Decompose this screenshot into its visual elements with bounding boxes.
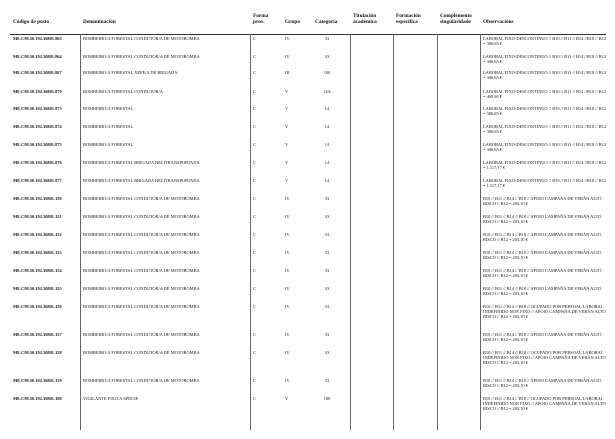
row-categoria: 33 <box>324 378 330 383</box>
row-categoria: 33 <box>324 332 330 337</box>
row-grupo: IV <box>285 196 290 201</box>
row-denominacion: BOMBEIRO/A FORESTAL BRIGADA HELITRANSPORTADA <box>83 160 200 165</box>
row-code: ME.C99.50.192.36801.156 <box>13 304 62 309</box>
row-forma: C <box>253 36 256 41</box>
row-denominacion: BOMBEIRO/A FORESTAL <box>83 142 134 147</box>
row-code: ME.C99.50.192.36801.154 <box>13 268 62 273</box>
row-grupo: V <box>285 396 289 401</box>
header-codigo: Código de posto <box>13 19 50 25</box>
row-code: ME.C99.50.192.36801.151 <box>13 214 62 219</box>
row-observacions: LABORAL FIXO-DESCONTINUO // B10 // B11 // B14 //B18 // B12 = 306,65 € <box>483 36 607 47</box>
row-forma: C <box>253 250 256 255</box>
column-divider <box>80 34 81 430</box>
row-categoria: 33 <box>324 232 330 237</box>
row-grupo: V <box>285 106 289 111</box>
row-denominacion: BOMBEIRO/A FORESTAL CONDUTOR/A DE MOTOBOMBA <box>83 250 200 255</box>
row-denominacion: BOMBEIRO/A FORESTAL CONDUTOR/A DE MOTOBOMBA <box>83 214 200 219</box>
row-observacions: B10 // B11 // B14 // B18 // APOIO CAMPAÑA DE VERÁN ALTO RISCO // B12 = 203,10 € <box>483 268 602 279</box>
row-denominacion: BOMBEIRO/A FORESTAL CONDUTOR/A DE MOTOBOMBA <box>83 332 200 337</box>
row-forma: C <box>253 196 256 201</box>
row-grupo: IV <box>285 378 290 383</box>
row-grupo: IV <box>285 268 290 273</box>
row-denominacion: BOMBEIRO/A FORESTAL CONDUTOR/A <box>83 89 163 94</box>
row-grupo: III <box>285 70 290 75</box>
row-observacions: B10 // B11 // B14 // B18 // APOIO CAMPAÑA DE VERÁN ALTO RISCO // B12 = 203,10 € <box>483 250 602 261</box>
row-code: ME.C99.50.192.36801.875 <box>13 142 62 147</box>
row-categoria: 33 <box>324 350 330 355</box>
row-grupo: V <box>285 124 289 129</box>
row-observacions: LABORAL FIXO-DESCONTINUO // B10 // B11 // B14 //B18 // B12 = 306,65 € <box>483 124 607 135</box>
row-forma: C <box>253 214 256 219</box>
row-code: ME.C99.50.192.36801.158 <box>13 350 62 355</box>
row-categoria: 33 <box>324 36 330 41</box>
row-observacions: LABORAL FIXO-DESCONTINUO // B10 // B11 // B14 //B18 // B12 = 306,65 € <box>483 142 607 153</box>
row-code: ME.C99.50.192.36801.873 <box>13 106 62 111</box>
row-forma: C <box>253 350 256 355</box>
row-observacions: LABORAL FIXO-DESCONTINUO // B10 // B11 // B14 //B18 // B12 = 1.117,17 € <box>483 160 607 171</box>
header-formacion: Formación específica <box>396 13 421 25</box>
row-grupo: IV <box>285 350 290 355</box>
row-forma: C <box>253 286 256 291</box>
column-divider <box>250 34 251 430</box>
row-forma: C <box>253 124 256 129</box>
row-observacions: LABORAL FIXO-DESCONTINUO // B10 // B11 // B14 //B18 // B12 = 306,65 € <box>483 54 607 65</box>
row-forma: C <box>253 396 256 401</box>
row-code: ME.C99.50.192.36801.153 <box>13 250 62 255</box>
row-denominacion: BOMBEIRO/A FORESTAL CONDUTOR/A DE MOTOBOMBA <box>83 232 200 237</box>
row-forma: C <box>253 178 256 183</box>
row-denominacion: BOMBEIRO/A FORESTAL CONDUTOR/A DE MOTOBOMBA <box>83 268 200 273</box>
row-observacions: B10 // B11 // B14 // B18 // OCUPADO POR PERSOAL LABORAL INDEFINIDO NON FIXO // APOIO CAMPAÑA DE VERÁN ALTO RISCO // B12 = 203,10 € <box>483 396 606 412</box>
row-forma: C <box>253 332 256 337</box>
row-categoria: 14 <box>324 124 330 129</box>
row-observacions: B10 // B11 // B14 // B18 // APOIO CAMPAÑA DE VERÁN ALTO RISCO // B12 = 203,10 € <box>483 378 602 389</box>
row-forma: C <box>253 142 256 147</box>
row-code: ME.C99.50.192.36801.159 <box>13 378 62 383</box>
table-header <box>0 12 615 34</box>
row-code: ME.C99.50.192.36801.864 <box>13 54 62 59</box>
row-forma: C <box>253 106 256 111</box>
header-forma: Forma prov. <box>253 13 269 25</box>
row-observacions: B10 // B11 // B14 // B18 // APOIO CAMPAÑA DE VERÁN ALTO RISCO // B12 = 203,10 € <box>483 286 602 297</box>
row-categoria: 14 <box>324 178 330 183</box>
row-categoria: 100 <box>323 70 331 75</box>
row-forma: C <box>253 378 256 383</box>
row-denominacion: BOMBEIRO/A FORESTAL XEFE/A DE BRIGADA <box>83 70 178 75</box>
row-grupo: IV <box>285 332 290 337</box>
column-divider <box>437 34 438 430</box>
row-observacions: LABORAL FIXO-DESCONTINUO // B10 // B11 // B14 //B18 // B12 = 306,65 € <box>483 70 607 81</box>
row-categoria: 14A <box>323 89 331 94</box>
header-categoria: Categoría <box>315 19 338 25</box>
row-denominacion: BOMBEIRO/A FORESTAL CONDUTOR/A DE MOTOBOMBA <box>83 350 200 355</box>
row-observacions: B10 // B11 // B14 // B18 // OCUPADO POR PERSOAL LABORAL INDEFINIDO NON FIXO // APOIO CAMPAÑA DE VERÁN ALTO RISCO // B12 = 203,10 € <box>483 350 606 366</box>
row-grupo: IV <box>285 286 290 291</box>
row-code: ME.C99.50.192.36801.870 <box>13 89 62 94</box>
row-observacions: B10 // B11 // B14 // B18 // APOIO CAMPAÑA DE VERÁN ALTO RISCO // B12 = 203,10 € <box>483 196 602 207</box>
row-categoria: 14 <box>324 160 330 165</box>
header-observacions: Observacións <box>483 19 514 25</box>
column-divider <box>480 34 481 430</box>
row-denominacion: BOMBEIRO/A FORESTAL CONDUTOR/A DE MOTOBOMBA <box>83 378 200 383</box>
row-grupo: IV <box>285 54 290 59</box>
row-categoria: 14 <box>324 142 330 147</box>
row-grupo: V <box>285 142 289 147</box>
header-titulacion: Titulación académica <box>353 13 377 25</box>
row-grupo: V <box>285 160 289 165</box>
row-categoria: 33 <box>324 268 330 273</box>
row-grupo: IV <box>285 36 290 41</box>
row-denominacion: BOMBEIRO/A FORESTAL CONDUTOR/A DE MOTOBOMBA <box>83 54 200 59</box>
row-denominacion: BOMBEIRO/A FORESTAL <box>83 106 134 111</box>
header-denominacion: Denominación <box>83 19 116 25</box>
row-categoria: 33 <box>324 196 330 201</box>
header-grupo: Grupo <box>285 19 301 25</box>
row-grupo: IV <box>285 304 290 309</box>
row-grupo: V <box>285 89 289 94</box>
row-code: ME.C99.50.192.36801.863 <box>13 36 62 41</box>
row-categoria: 14 <box>324 106 330 111</box>
row-forma: C <box>253 232 256 237</box>
row-code: ME.C99.50.192.36801.150 <box>13 196 62 201</box>
row-forma: C <box>253 89 256 94</box>
row-grupo: V <box>285 178 289 183</box>
row-observacions: B10 // B11 // B14 // B18 // OCUPADO POR PERSOAL LABORAL INDEFINIDO NON FIXO // APOIO CAMPAÑA DE VERÁN ALTO RISCO // B12 = 203,10 € <box>483 304 606 320</box>
row-grupo: IV <box>285 232 290 237</box>
row-observacions: LABORAL FIXO-DESCONTINUO // B10 // B11 // B14 //B18 // B12 = 306,65 € <box>483 106 607 117</box>
row-forma: C <box>253 70 256 75</box>
row-denominacion: BOMBEIRO/A FORESTAL CONDUTOR/A DE MOTOBOMBA <box>83 36 200 41</box>
row-categoria: 33 <box>324 54 330 59</box>
row-code: ME.C99.50.192.36801.876 <box>13 160 62 165</box>
row-grupo: IV <box>285 214 290 219</box>
row-code: ME.C99.50.192.36801.155 <box>13 286 62 291</box>
row-forma: C <box>253 268 256 273</box>
header-rule <box>10 34 606 35</box>
row-observacions: LABORAL FIXO-DESCONTINUO // B10 // B11 // B14 //B18 // B12 = 469,80 € <box>483 89 607 100</box>
row-code: ME.C99.50.192.36801.180 <box>13 396 62 401</box>
row-denominacion: BOMBEIRO/A FORESTAL <box>83 124 134 129</box>
row-categoria: 100 <box>323 396 331 401</box>
row-observacions: B10 // B11 // B14 // B18 // APOIO CAMPAÑA DE VERÁN ALTO RISCO // B12 = 203,10 € <box>483 214 602 225</box>
row-code: ME.C99.50.192.36801.152 <box>13 232 62 237</box>
row-code: ME.C99.50.192.36801.874 <box>13 124 62 129</box>
row-forma: C <box>253 160 256 165</box>
row-grupo: IV <box>285 250 290 255</box>
row-denominacion: BOMBEIRO/A FORESTAL CONDUTOR/A DE MOTOBOMBA <box>83 196 200 201</box>
row-categoria: 33 <box>324 250 330 255</box>
row-denominacion: BOMBEIRO/A FORESTAL CONDUTOR/A DE MOTOBOMBA <box>83 286 200 291</box>
row-denominacion: BOMBEIRO/A FORESTAL BRIGADA HELITRANSPORTADA <box>83 178 200 183</box>
row-observacions: LABORAL FIXO-DESCONTINUO // B10 // B11 // B14 //B18 // B12 = 1.117,17 € <box>483 178 607 189</box>
row-code: ME.C99.50.192.36801.867 <box>13 70 62 75</box>
column-divider <box>393 34 394 430</box>
column-divider <box>350 34 351 430</box>
row-code: ME.C99.50.192.36801.877 <box>13 178 62 183</box>
row-denominacion: BOMBEIRO/A FORESTAL CONDUTOR/A DE MOTOBOMBA <box>83 304 200 309</box>
row-forma: C <box>253 54 256 59</box>
row-categoria: 33 <box>324 214 330 219</box>
header-complemento: Complemento singularidade <box>440 13 472 25</box>
row-observacions: B10 // B11 // B14 // B18 // APOIO CAMPAÑA DE VERÁN ALTO RISCO // B12 = 203,10 € <box>483 332 602 343</box>
row-denominacion: VIGILANTE FIXO/A SPDCIF <box>83 396 139 401</box>
row-categoria: 33 <box>324 286 330 291</box>
row-forma: C <box>253 304 256 309</box>
row-code: ME.C99.50.192.36801.157 <box>13 332 62 337</box>
row-observacions: B10 // B11 // B14 // B18 // APOIO CAMPAÑA DE VERÁN ALTO RISCO // B12 = 203,10 € <box>483 232 602 243</box>
row-categoria: 33 <box>324 304 330 309</box>
